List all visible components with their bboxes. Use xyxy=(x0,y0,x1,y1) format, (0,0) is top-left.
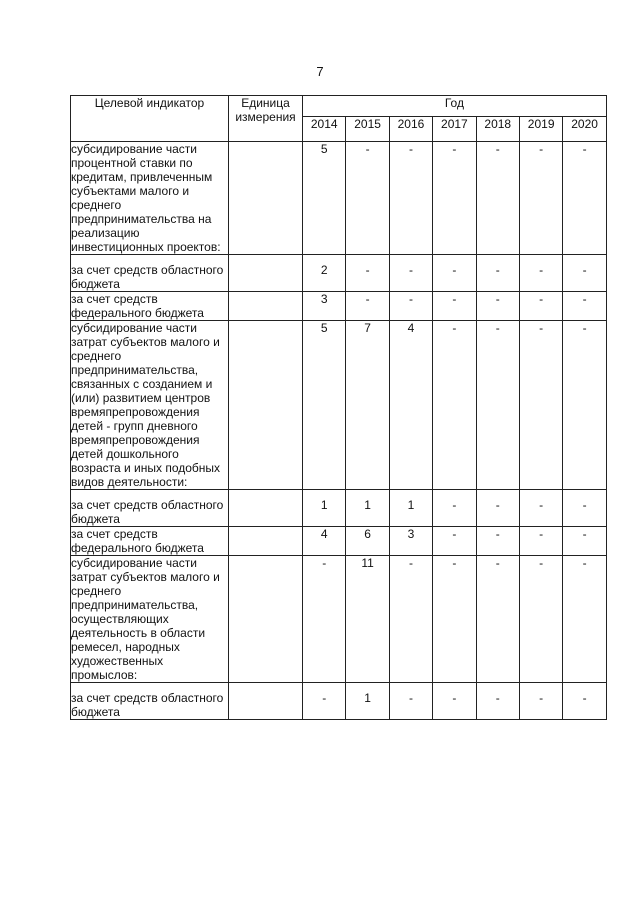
table-row xyxy=(71,556,607,683)
header-indicator: Целевой индикатор xyxy=(71,96,229,142)
value-cell: 7 xyxy=(346,321,389,490)
header-year-group: Год xyxy=(303,96,607,117)
indicator-label: субсидирование части процентной ставки по кредитам, привлеченным субъектами малого и среднего предпринимательства на реализацию инвестиционных проектов: xyxy=(71,142,229,255)
value-cell: 1 xyxy=(346,490,389,527)
value-cell: - xyxy=(476,255,519,292)
table-row xyxy=(71,527,607,556)
value-cell: - xyxy=(433,527,476,556)
header-year: 2015 xyxy=(346,117,389,142)
value-cell: - xyxy=(519,142,562,255)
table-body xyxy=(71,142,607,720)
unit-cell xyxy=(229,321,303,490)
value-cell: - xyxy=(433,292,476,321)
indicator-label: за счет средств областного бюджета xyxy=(71,255,229,292)
value-cell: - xyxy=(476,556,519,683)
header-year: 2014 xyxy=(303,117,346,142)
value-cell: 4 xyxy=(389,321,432,490)
unit-cell xyxy=(229,490,303,527)
value-cell: - xyxy=(476,321,519,490)
indicator-label: субсидирование части затрат субъектов малого и среднего предпринимательства, осуществляющих деятельность в области ремесел, народных художественных промыслов: xyxy=(71,556,229,683)
value-cell: - xyxy=(563,683,606,720)
value-cell: - xyxy=(433,321,476,490)
value-cell: - xyxy=(389,142,432,255)
indicator-label: субсидирование части затрат субъектов малого и среднего предпринимательства, связанных с созданием и (или) развитием центров времяпрепровождения детей - групп дневного времяпрепровождения детей дошкольного возраста и иных подобных видов деятельности: xyxy=(71,321,229,490)
value-cell: 1 xyxy=(389,490,432,527)
indicator-label: за счет средств федерального бюджета xyxy=(71,292,229,321)
value-cell: - xyxy=(563,255,606,292)
unit-cell xyxy=(229,255,303,292)
unit-cell xyxy=(229,556,303,683)
table-row xyxy=(71,142,607,255)
header-year: 2017 xyxy=(433,117,476,142)
header-unit: Единица измерения xyxy=(229,96,303,142)
value-cell: - xyxy=(389,683,432,720)
value-cell: 1 xyxy=(346,683,389,720)
value-cell: - xyxy=(563,292,606,321)
table-row xyxy=(71,683,607,720)
value-cell: 11 xyxy=(346,556,389,683)
value-cell: - xyxy=(476,292,519,321)
value-cell: - xyxy=(563,321,606,490)
value-cell: - xyxy=(433,255,476,292)
value-cell: 5 xyxy=(303,142,346,255)
header-year: 2020 xyxy=(563,117,606,142)
value-cell: - xyxy=(389,556,432,683)
value-cell: 5 xyxy=(303,321,346,490)
value-cell: - xyxy=(476,490,519,527)
value-cell: - xyxy=(476,527,519,556)
value-cell: - xyxy=(303,683,346,720)
indicator-table xyxy=(70,95,607,720)
value-cell: - xyxy=(563,490,606,527)
header-year: 2018 xyxy=(476,117,519,142)
value-cell: 3 xyxy=(303,292,346,321)
table-row xyxy=(71,255,607,292)
value-cell: - xyxy=(389,292,432,321)
value-cell: 3 xyxy=(389,527,432,556)
table-row xyxy=(71,321,607,490)
value-cell: - xyxy=(519,527,562,556)
unit-cell xyxy=(229,142,303,255)
page-number: 7 xyxy=(316,64,324,79)
value-cell: - xyxy=(433,142,476,255)
header-year: 2019 xyxy=(519,117,562,142)
value-cell: - xyxy=(346,142,389,255)
value-cell: - xyxy=(519,683,562,720)
value-cell: - xyxy=(563,142,606,255)
table-header xyxy=(71,96,607,142)
value-cell: - xyxy=(563,556,606,683)
value-cell: - xyxy=(519,490,562,527)
unit-cell xyxy=(229,683,303,720)
value-cell: - xyxy=(519,556,562,683)
value-cell: - xyxy=(303,556,346,683)
value-cell: - xyxy=(519,292,562,321)
table-row xyxy=(71,292,607,321)
header-year: 2016 xyxy=(389,117,432,142)
unit-cell xyxy=(229,527,303,556)
value-cell: 2 xyxy=(303,255,346,292)
value-cell: - xyxy=(433,490,476,527)
value-cell: - xyxy=(519,255,562,292)
indicator-label: за счет средств федерального бюджета xyxy=(71,527,229,556)
table-row xyxy=(71,490,607,527)
value-cell: - xyxy=(346,292,389,321)
value-cell: - xyxy=(476,683,519,720)
value-cell: - xyxy=(563,527,606,556)
value-cell: 6 xyxy=(346,527,389,556)
value-cell: - xyxy=(389,255,432,292)
value-cell: - xyxy=(433,683,476,720)
value-cell: - xyxy=(433,556,476,683)
value-cell: 4 xyxy=(303,527,346,556)
unit-cell xyxy=(229,292,303,321)
indicator-label: за счет средств областного бюджета xyxy=(71,490,229,527)
value-cell: 1 xyxy=(303,490,346,527)
value-cell: - xyxy=(476,142,519,255)
value-cell: - xyxy=(519,321,562,490)
indicator-label: за счет средств областного бюджета xyxy=(71,683,229,720)
value-cell: - xyxy=(346,255,389,292)
